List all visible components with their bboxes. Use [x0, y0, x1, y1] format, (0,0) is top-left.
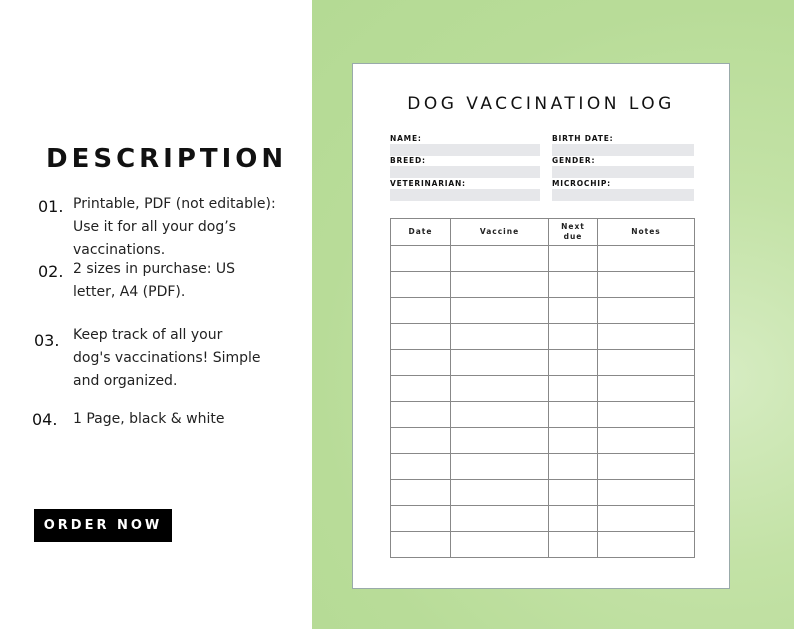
gender-label: GENDER:	[552, 156, 596, 165]
table-cell	[391, 506, 451, 532]
table-cell	[598, 350, 695, 376]
table-cell	[549, 532, 598, 558]
veterinarian-label: VETERINARIAN:	[390, 179, 466, 188]
table-cell	[598, 376, 695, 402]
table-row	[391, 324, 695, 350]
vaccination-log-sheet	[352, 63, 730, 589]
table-cell	[549, 480, 598, 506]
table-cell	[391, 454, 451, 480]
table-header-row	[391, 219, 695, 246]
table-cell	[391, 272, 451, 298]
feature-item-3	[0, 324, 312, 396]
table-cell	[598, 246, 695, 272]
table-cell	[451, 376, 549, 402]
birth-date-field	[552, 144, 694, 156]
date-column-header: Date	[391, 219, 451, 246]
vaccination-table	[390, 218, 695, 558]
table-row	[391, 506, 695, 532]
table-cell	[598, 272, 695, 298]
table-cell	[391, 376, 451, 402]
feature-text: 1 Page, black & white	[73, 411, 225, 427]
feature-text: Printable, PDF (not editable): Use it for all your dog’s vaccinations.	[73, 196, 276, 258]
table-cell	[549, 428, 598, 454]
feature-number: 01.	[38, 197, 64, 216]
table-cell	[391, 402, 451, 428]
table-row	[391, 402, 695, 428]
table-cell	[391, 246, 451, 272]
table-cell	[451, 272, 549, 298]
table-row	[391, 298, 695, 324]
name-label: NAME:	[390, 134, 422, 143]
table-cell	[598, 298, 695, 324]
microchip-label: MICROCHIP:	[552, 179, 611, 188]
table-cell	[549, 246, 598, 272]
table-cell	[451, 402, 549, 428]
table-cell	[549, 324, 598, 350]
table-cell	[598, 454, 695, 480]
table-cell	[451, 246, 549, 272]
table-cell	[391, 324, 451, 350]
feature-number: 02.	[38, 262, 64, 281]
next-due-column-header: Next due	[549, 219, 598, 246]
breed-field	[390, 166, 540, 178]
feature-item-4	[0, 408, 312, 434]
table-cell	[391, 298, 451, 324]
vaccine-column-header: Vaccine	[451, 219, 549, 246]
table-cell	[451, 324, 549, 350]
description-heading: DESCRIPTION	[46, 144, 288, 174]
table-cell	[391, 350, 451, 376]
table-cell	[598, 506, 695, 532]
table-cell	[549, 454, 598, 480]
feature-number: 03.	[34, 331, 60, 350]
table-cell	[549, 506, 598, 532]
table-cell	[391, 428, 451, 454]
table-cell	[451, 532, 549, 558]
name-field	[390, 144, 540, 156]
table-cell	[598, 480, 695, 506]
table-cell	[598, 428, 695, 454]
table-cell	[451, 428, 549, 454]
table-cell	[598, 324, 695, 350]
table-cell	[391, 480, 451, 506]
table-cell	[549, 376, 598, 402]
notes-column-header: Notes	[598, 219, 695, 246]
table-cell	[391, 532, 451, 558]
birth-date-label: BIRTH DATE:	[552, 134, 614, 143]
table-row	[391, 350, 695, 376]
table-cell	[549, 298, 598, 324]
table-cell	[598, 402, 695, 428]
table-cell	[451, 480, 549, 506]
table-cell	[451, 454, 549, 480]
table-row	[391, 480, 695, 506]
table-cell	[549, 272, 598, 298]
table-row	[391, 376, 695, 402]
table-cell	[451, 298, 549, 324]
description-panel	[0, 0, 312, 629]
table-cell	[451, 350, 549, 376]
feature-text: Keep track of all your dog's vaccinations! Simple and organized.	[73, 327, 261, 389]
table-cell	[549, 402, 598, 428]
breed-label: BREED:	[390, 156, 426, 165]
table-row	[391, 532, 695, 558]
table-body	[391, 246, 695, 558]
feature-item-1	[0, 193, 312, 258]
feature-text: 2 sizes in purchase: US letter, A4 (PDF).	[73, 261, 236, 300]
gender-field	[552, 166, 694, 178]
table-row	[391, 272, 695, 298]
order-now-button[interactable]: ORDER NOW	[34, 509, 172, 542]
feature-number: 04.	[32, 410, 58, 429]
table-cell	[598, 532, 695, 558]
table-row	[391, 246, 695, 272]
veterinarian-field	[390, 189, 540, 201]
feature-item-2	[0, 258, 312, 308]
table-cell	[451, 506, 549, 532]
table-row	[391, 428, 695, 454]
sheet-title: DOG VACCINATION LOG	[407, 94, 675, 114]
table-row	[391, 454, 695, 480]
microchip-field	[552, 189, 694, 201]
table-cell	[549, 350, 598, 376]
